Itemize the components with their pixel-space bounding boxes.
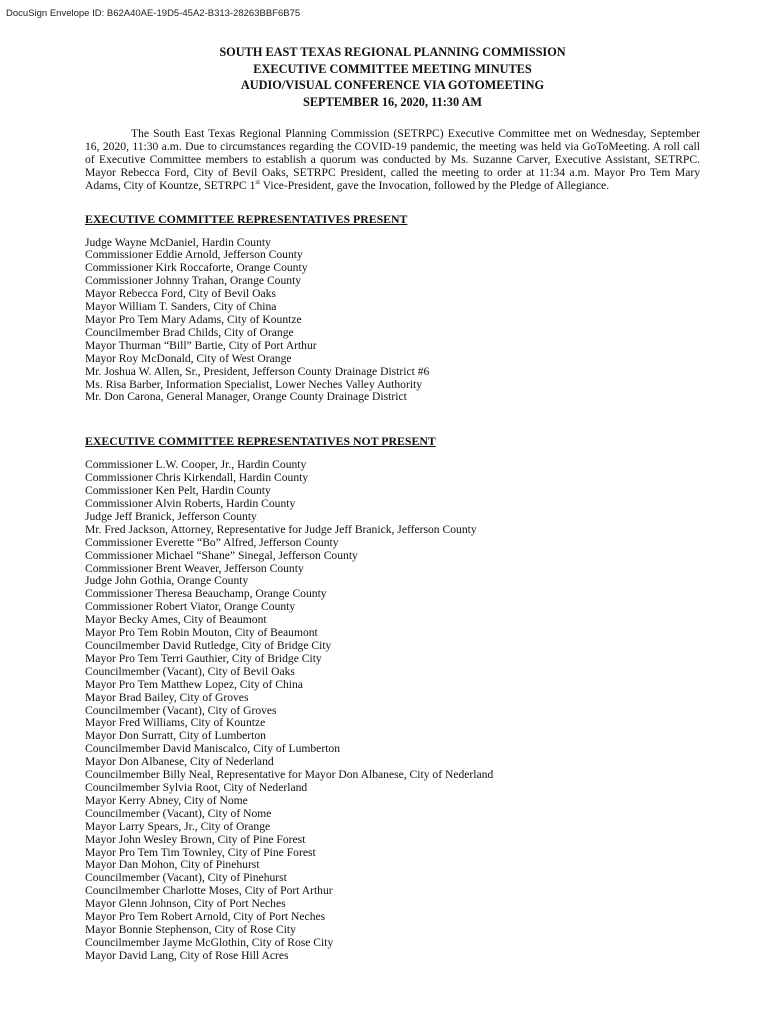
title-line: EXECUTIVE COMMITTEE MEETING MINUTES xyxy=(253,61,532,76)
member-entry: Mayor John Wesley Brown, City of Pine Forest xyxy=(85,832,306,846)
member-entry: Commissioner Brent Weaver, Jefferson County xyxy=(85,561,304,575)
member-entry: Mayor Thurman “Bill” Bartie, City of Port Arthur xyxy=(85,338,317,352)
member-entry: Mayor Pro Tem Mary Adams, City of Kountze xyxy=(85,312,302,326)
member-entry: Councilmember David Maniscalco, City of Lumberton xyxy=(85,742,341,756)
member-entry: Mayor Pro Tem Matthew Lopez, City of China xyxy=(85,677,303,691)
not-present-members-list xyxy=(85,459,700,962)
member-entry: Councilmember Billy Neal, Representative for Mayor Don Albanese, City of Nederland xyxy=(85,768,494,782)
member-entry: Commissioner Theresa Beauchamp, Orange County xyxy=(85,587,327,601)
member-entry: Mayor Pro Tem Tim Townley, City of Pine Forest xyxy=(85,845,316,859)
member-entry: Mayor Don Albanese, City of Nederland xyxy=(85,755,274,769)
member-entry: Ms. Risa Barber, Information Specialist, Lower Neches Valley Authority xyxy=(85,377,423,391)
member-entry: Mayor Rebecca Ford, City of Bevil Oaks xyxy=(85,287,276,301)
member-entry: Councilmember Sylvia Root, City of Nederland xyxy=(85,780,308,794)
member-entry: Mayor Pro Tem Robert Arnold, City of Port Neches xyxy=(85,910,326,924)
document-title-block xyxy=(85,44,700,110)
member-entry: Councilmember (Vacant), City of Groves xyxy=(85,703,277,717)
title-line: AUDIO/VISUAL CONFERENCE VIA GOTOMEETING xyxy=(240,78,545,92)
member-entry: Councilmember Jayme McGlothin, City of Rose City xyxy=(85,935,334,949)
member-entry: Councilmember (Vacant), City of Nome xyxy=(85,806,272,820)
member-entry: Mayor Don Surratt, City of Lumberton xyxy=(85,729,266,743)
member-entry: Mayor Becky Ames, City of Beaumont xyxy=(85,613,267,627)
intro-text: The South East Texas Regional Planning Commission (SETRPC) Executive Committee met on Wednesday, September 16, 2020, 11:30 a.m. Due to circumstances regarding the COVID-19 pandemic, the meeting was held via GoToMeeting. A roll call of Executive Committee members to establish a quorum was conducted by Ms. Suzanne Carver, Executive Assistant, SETRPC. Mayor Rebecca Ford, City of Bevil Oaks, SETRPC President, called the meeting to order at 11:34 a.m. Mayor Pro Tem Mary Adams, City of Kountze, SETRPC 1 xyxy=(85,127,700,192)
member-entry: Mr. Joshua W. Allen, Sr., President, Jefferson County Drainage District #6 xyxy=(85,364,430,378)
member-entry: Commissioner Chris Kirkendall, Hardin County xyxy=(85,471,309,485)
member-entry: Mayor David Lang, City of Rose Hill Acres xyxy=(85,948,289,962)
member-entry: Judge Jeff Branick, Jefferson County xyxy=(85,509,257,523)
member-entry: Commissioner L.W. Cooper, Jr., Hardin County xyxy=(85,458,307,472)
present-members-list xyxy=(85,237,700,405)
title-line: SOUTH EAST TEXAS REGIONAL PLANNING COMMISSION xyxy=(219,45,566,59)
member-entry: Councilmember Brad Childs, City of Orange xyxy=(85,325,294,339)
present-heading: EXECUTIVE COMMITTEE REPRESENTATIVES PRESENT xyxy=(85,211,408,226)
member-entry: Mayor Pro Tem Robin Mouton, City of Beaumont xyxy=(85,626,318,640)
member-entry: Commissioner Alvin Roberts, Hardin County xyxy=(85,497,296,511)
docusign-envelope-id: DocuSign Envelope ID: B62A40AE-19D5-45A2-B313-28263BBF6B75 xyxy=(6,8,301,19)
intro-paragraph xyxy=(85,128,700,193)
member-entry: Commissioner Ken Pelt, Hardin County xyxy=(85,484,271,498)
member-entry: Mayor Glenn Johnson, City of Port Neches xyxy=(85,897,286,911)
member-entry: Councilmember (Vacant), City of Pinehurst xyxy=(85,871,287,885)
member-entry: Judge Wayne McDaniel, Hardin County xyxy=(85,235,271,249)
member-entry: Commissioner Johnny Trahan, Orange County xyxy=(85,274,302,288)
member-entry: Mayor Larry Spears, Jr., City of Orange xyxy=(85,819,271,833)
member-entry: Mayor Bonnie Stephenson, City of Rose City xyxy=(85,922,296,936)
member-entry: Commissioner Eddie Arnold, Jefferson County xyxy=(85,248,303,262)
member-entry: Commissioner Michael “Shane” Sinegal, Jefferson County xyxy=(85,548,358,562)
minutes-document xyxy=(85,44,700,963)
intro-text-end: Vice-President, gave the Invocation, followed by the Pledge of Allegiance. xyxy=(260,178,610,192)
member-entry: Judge John Gothia, Orange County xyxy=(85,574,249,588)
not-present-heading: EXECUTIVE COMMITTEE REPRESENTATIVES NOT PRESENT xyxy=(85,434,436,449)
member-entry: Commissioner Robert Viator, Orange County xyxy=(85,600,296,614)
member-entry: Councilmember Charlotte Moses, City of Port Arthur xyxy=(85,884,333,898)
member-entry: Mr. Don Carona, General Manager, Orange County Drainage District xyxy=(85,390,407,404)
member-entry: Mr. Fred Jackson, Attorney, Representative for Judge Jeff Branick, Jefferson County xyxy=(85,522,477,536)
member-entry: Mayor Dan Mohon, City of Pinehurst xyxy=(85,858,260,872)
member-entry: Mayor Roy McDonald, City of West Orange xyxy=(85,351,292,365)
member-entry: Mayor Brad Bailey, City of Groves xyxy=(85,690,249,704)
member-entry: Councilmember (Vacant), City of Bevil Oaks xyxy=(85,664,295,678)
ordinal-superscript: st xyxy=(255,177,261,186)
member-entry: Commissioner Everette “Bo” Alfred, Jefferson County xyxy=(85,535,339,549)
member-entry: Mayor Pro Tem Terri Gauthier, City of Bridge City xyxy=(85,651,322,665)
title-line: SEPTEMBER 16, 2020, 11:30 AM xyxy=(302,94,482,109)
member-entry: Mayor Fred Williams, City of Kountze xyxy=(85,716,266,730)
member-entry: Mayor William T. Sanders, City of China xyxy=(85,300,277,314)
member-entry: Commissioner Kirk Roccaforte, Orange County xyxy=(85,261,308,275)
member-entry: Councilmember David Rutledge, City of Bridge City xyxy=(85,639,332,652)
member-entry: Mayor Kerry Abney, City of Nome xyxy=(85,793,248,807)
